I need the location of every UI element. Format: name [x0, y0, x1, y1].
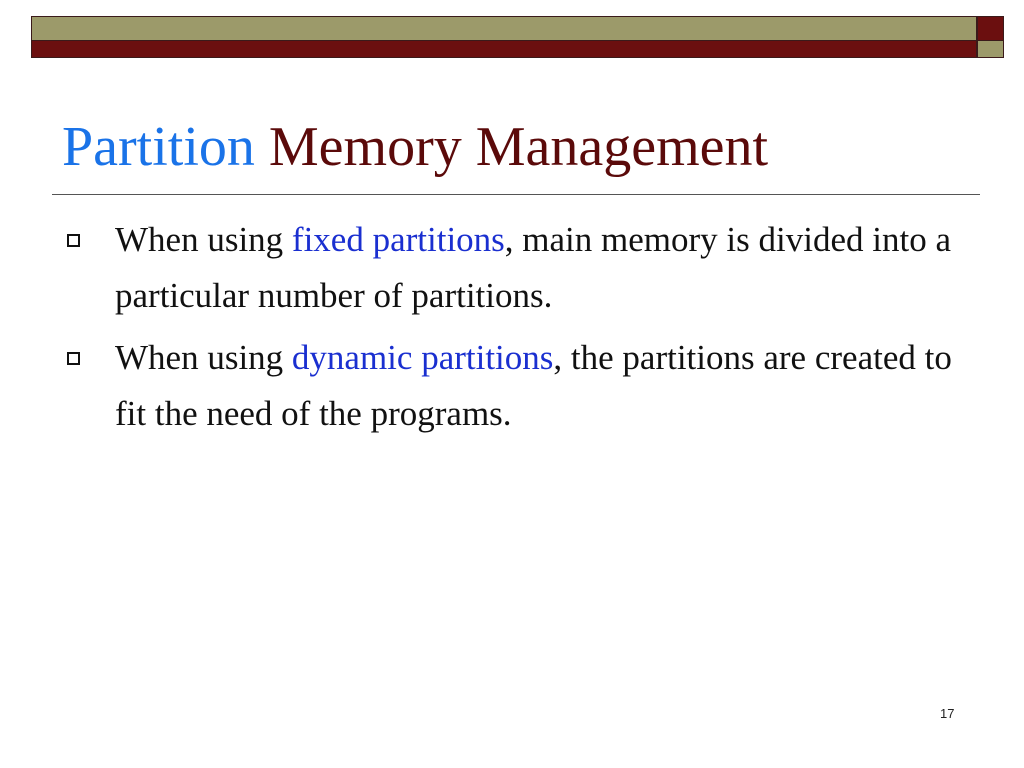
- bullet-highlight: dynamic partitions: [291, 338, 554, 377]
- corner-block-top: [977, 16, 1004, 41]
- header-band-top: [31, 16, 977, 41]
- hollow-square-bullet-icon: [67, 234, 80, 247]
- bullet-text-after: , main memory is divided into a particular number of partitions.: [115, 220, 951, 315]
- page-number: 17: [940, 706, 955, 721]
- title-accent-word: Partition: [62, 116, 255, 178]
- corner-block-bottom: [977, 40, 1004, 58]
- bullet-text-after: , the partitions are created to fit the need of the programs.: [115, 338, 952, 433]
- bullet-list: [62, 212, 962, 448]
- bullet-highlight: fixed partitions: [291, 220, 505, 259]
- header-band-bottom: [31, 40, 977, 58]
- bullet-text-before: When using: [115, 338, 292, 377]
- slide-title: [62, 112, 768, 182]
- bullet-text-before: When using: [115, 220, 292, 259]
- bullet-item: [62, 330, 962, 442]
- title-divider: [52, 194, 980, 195]
- hollow-square-bullet-icon: [67, 352, 80, 365]
- title-main-text: Memory Management: [268, 116, 769, 178]
- bullet-item: [62, 212, 962, 324]
